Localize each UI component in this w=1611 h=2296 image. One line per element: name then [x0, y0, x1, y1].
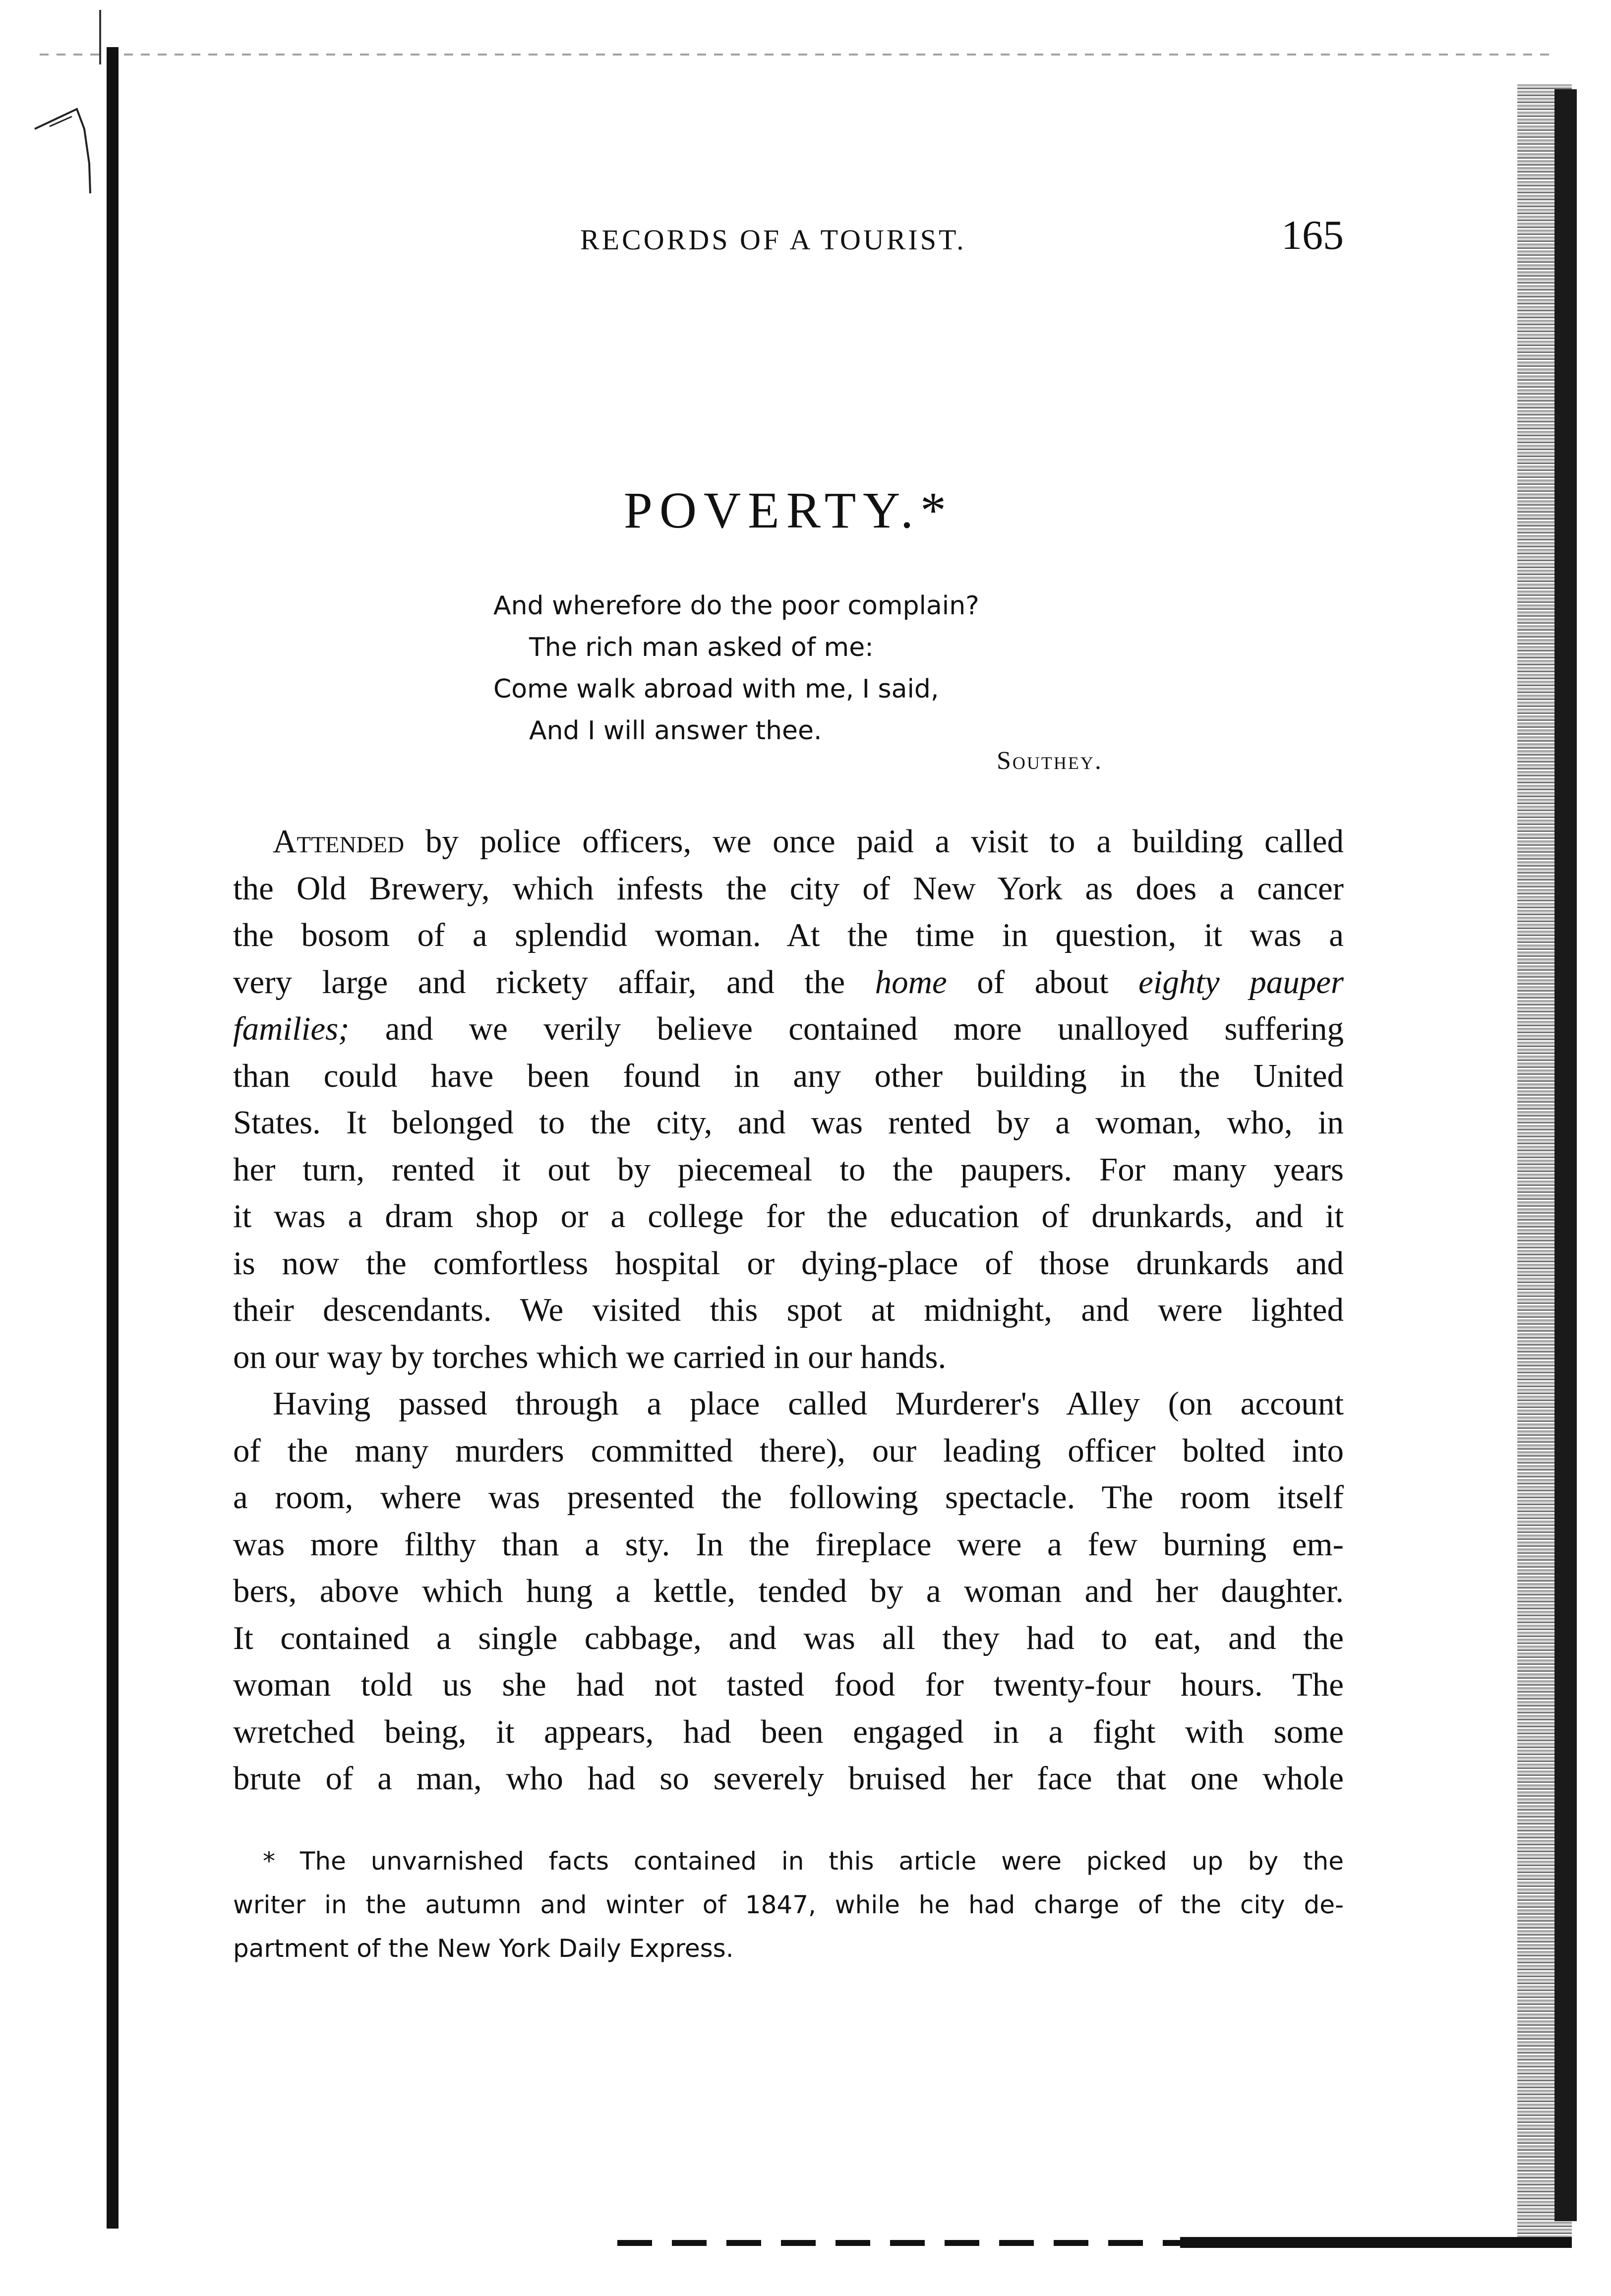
- epigraph-line: The rich man asked of me:: [529, 633, 874, 662]
- scan-spine-shadow: [107, 47, 119, 2229]
- text-line: States. It belonged to the city, and was rented by a woman, who, in: [233, 1104, 1344, 1141]
- epigraph: [493, 585, 979, 752]
- text-line: [233, 959, 1344, 1006]
- text-line: brute of a man, who had so severely bruised her face that one whole: [233, 1760, 1344, 1797]
- text-line: is now the comfortless hospital or dying-place of those drunkards and: [233, 1244, 1344, 1282]
- text-run: and we verily believe contained more unalloyed suffering: [349, 1010, 1344, 1047]
- footnote-line: * The unvarnished facts contained in this article were picked up by the: [263, 1847, 1344, 1876]
- scan-top-edge: [40, 54, 1557, 56]
- epigraph-line: And I will answer thee.: [529, 716, 822, 746]
- text-line: It contained a single cabbage, and was all they had to eat, and the: [233, 1619, 1344, 1656]
- text-line: [233, 1005, 1344, 1053]
- epigraph-line: And wherefore do the poor complain?: [493, 591, 979, 621]
- page-number: 165: [1281, 212, 1344, 258]
- body-text: [233, 818, 1344, 1802]
- footnote-line: writer in the autumn and winter of 1847, while he had charge of the city de-: [233, 1890, 1344, 1919]
- italic-run: families;: [233, 1010, 350, 1047]
- italic-run: eighty pauper: [1138, 963, 1344, 1001]
- text-line: her turn, rented it out by piecemeal to the paupers. For many years: [233, 1151, 1344, 1188]
- text-line: it was a dram shop or a college for the education of drunkards, and it: [233, 1198, 1344, 1235]
- lead-small-caps: Attended: [273, 823, 405, 860]
- footnote-line: partment of the New York Daily Express.: [233, 1934, 734, 1963]
- scan-page-edge-bar: [1554, 89, 1577, 2221]
- text-line: on our way by torches which we carried in our hands.: [233, 1338, 947, 1375]
- text-line: bers, above which hung a kettle, tended by a woman and her daughter.: [233, 1573, 1344, 1609]
- text-line: of the many murders committed there), our leading officer bolted into: [233, 1432, 1344, 1469]
- text-line: [233, 818, 1344, 865]
- text-line: woman told us she had not tasted food for twenty-four hours. The: [233, 1666, 1344, 1703]
- pencil-mark-icon: [30, 99, 109, 198]
- epigraph-attribution: Southey.: [997, 747, 1103, 775]
- text-run: very large and rickety affair, and the: [233, 963, 875, 1001]
- text-line: Having passed through a place called Murderer's Alley (on account: [273, 1385, 1344, 1422]
- chapter-title: POVERTY.*: [624, 482, 953, 539]
- text-line: than could have been found in any other building in the United: [233, 1057, 1344, 1094]
- page-header: [233, 208, 1344, 268]
- running-title: RECORDS OF A TOURIST.: [580, 224, 966, 256]
- text-line: the Old Brewery, which infests the city of New York as does a cancer: [233, 870, 1344, 907]
- text-line: a room, where was presented the following spectacle. The room itself: [233, 1479, 1344, 1516]
- italic-run: home: [875, 963, 947, 1001]
- text-line: wretched being, it appears, had been engaged in a fight with some: [233, 1713, 1344, 1750]
- scan-spine-mark: [99, 10, 101, 64]
- text-line: was more filthy than a sty. In the fireplace were a few burning em-: [233, 1526, 1344, 1563]
- scan-bottom-edge-bar: [1180, 2237, 1572, 2248]
- text-line: the bosom of a splendid woman. At the time in question, it was a: [233, 917, 1344, 953]
- footnote: [233, 1839, 1344, 1970]
- epigraph-line: Come walk abroad with me, I said,: [493, 674, 939, 704]
- text-line: their descendants. We visited this spot at midnight, and were lighted: [233, 1292, 1344, 1328]
- text-run: by police officers, we once paid a visit to a building called: [404, 823, 1344, 860]
- text-run: of about: [947, 963, 1138, 1001]
